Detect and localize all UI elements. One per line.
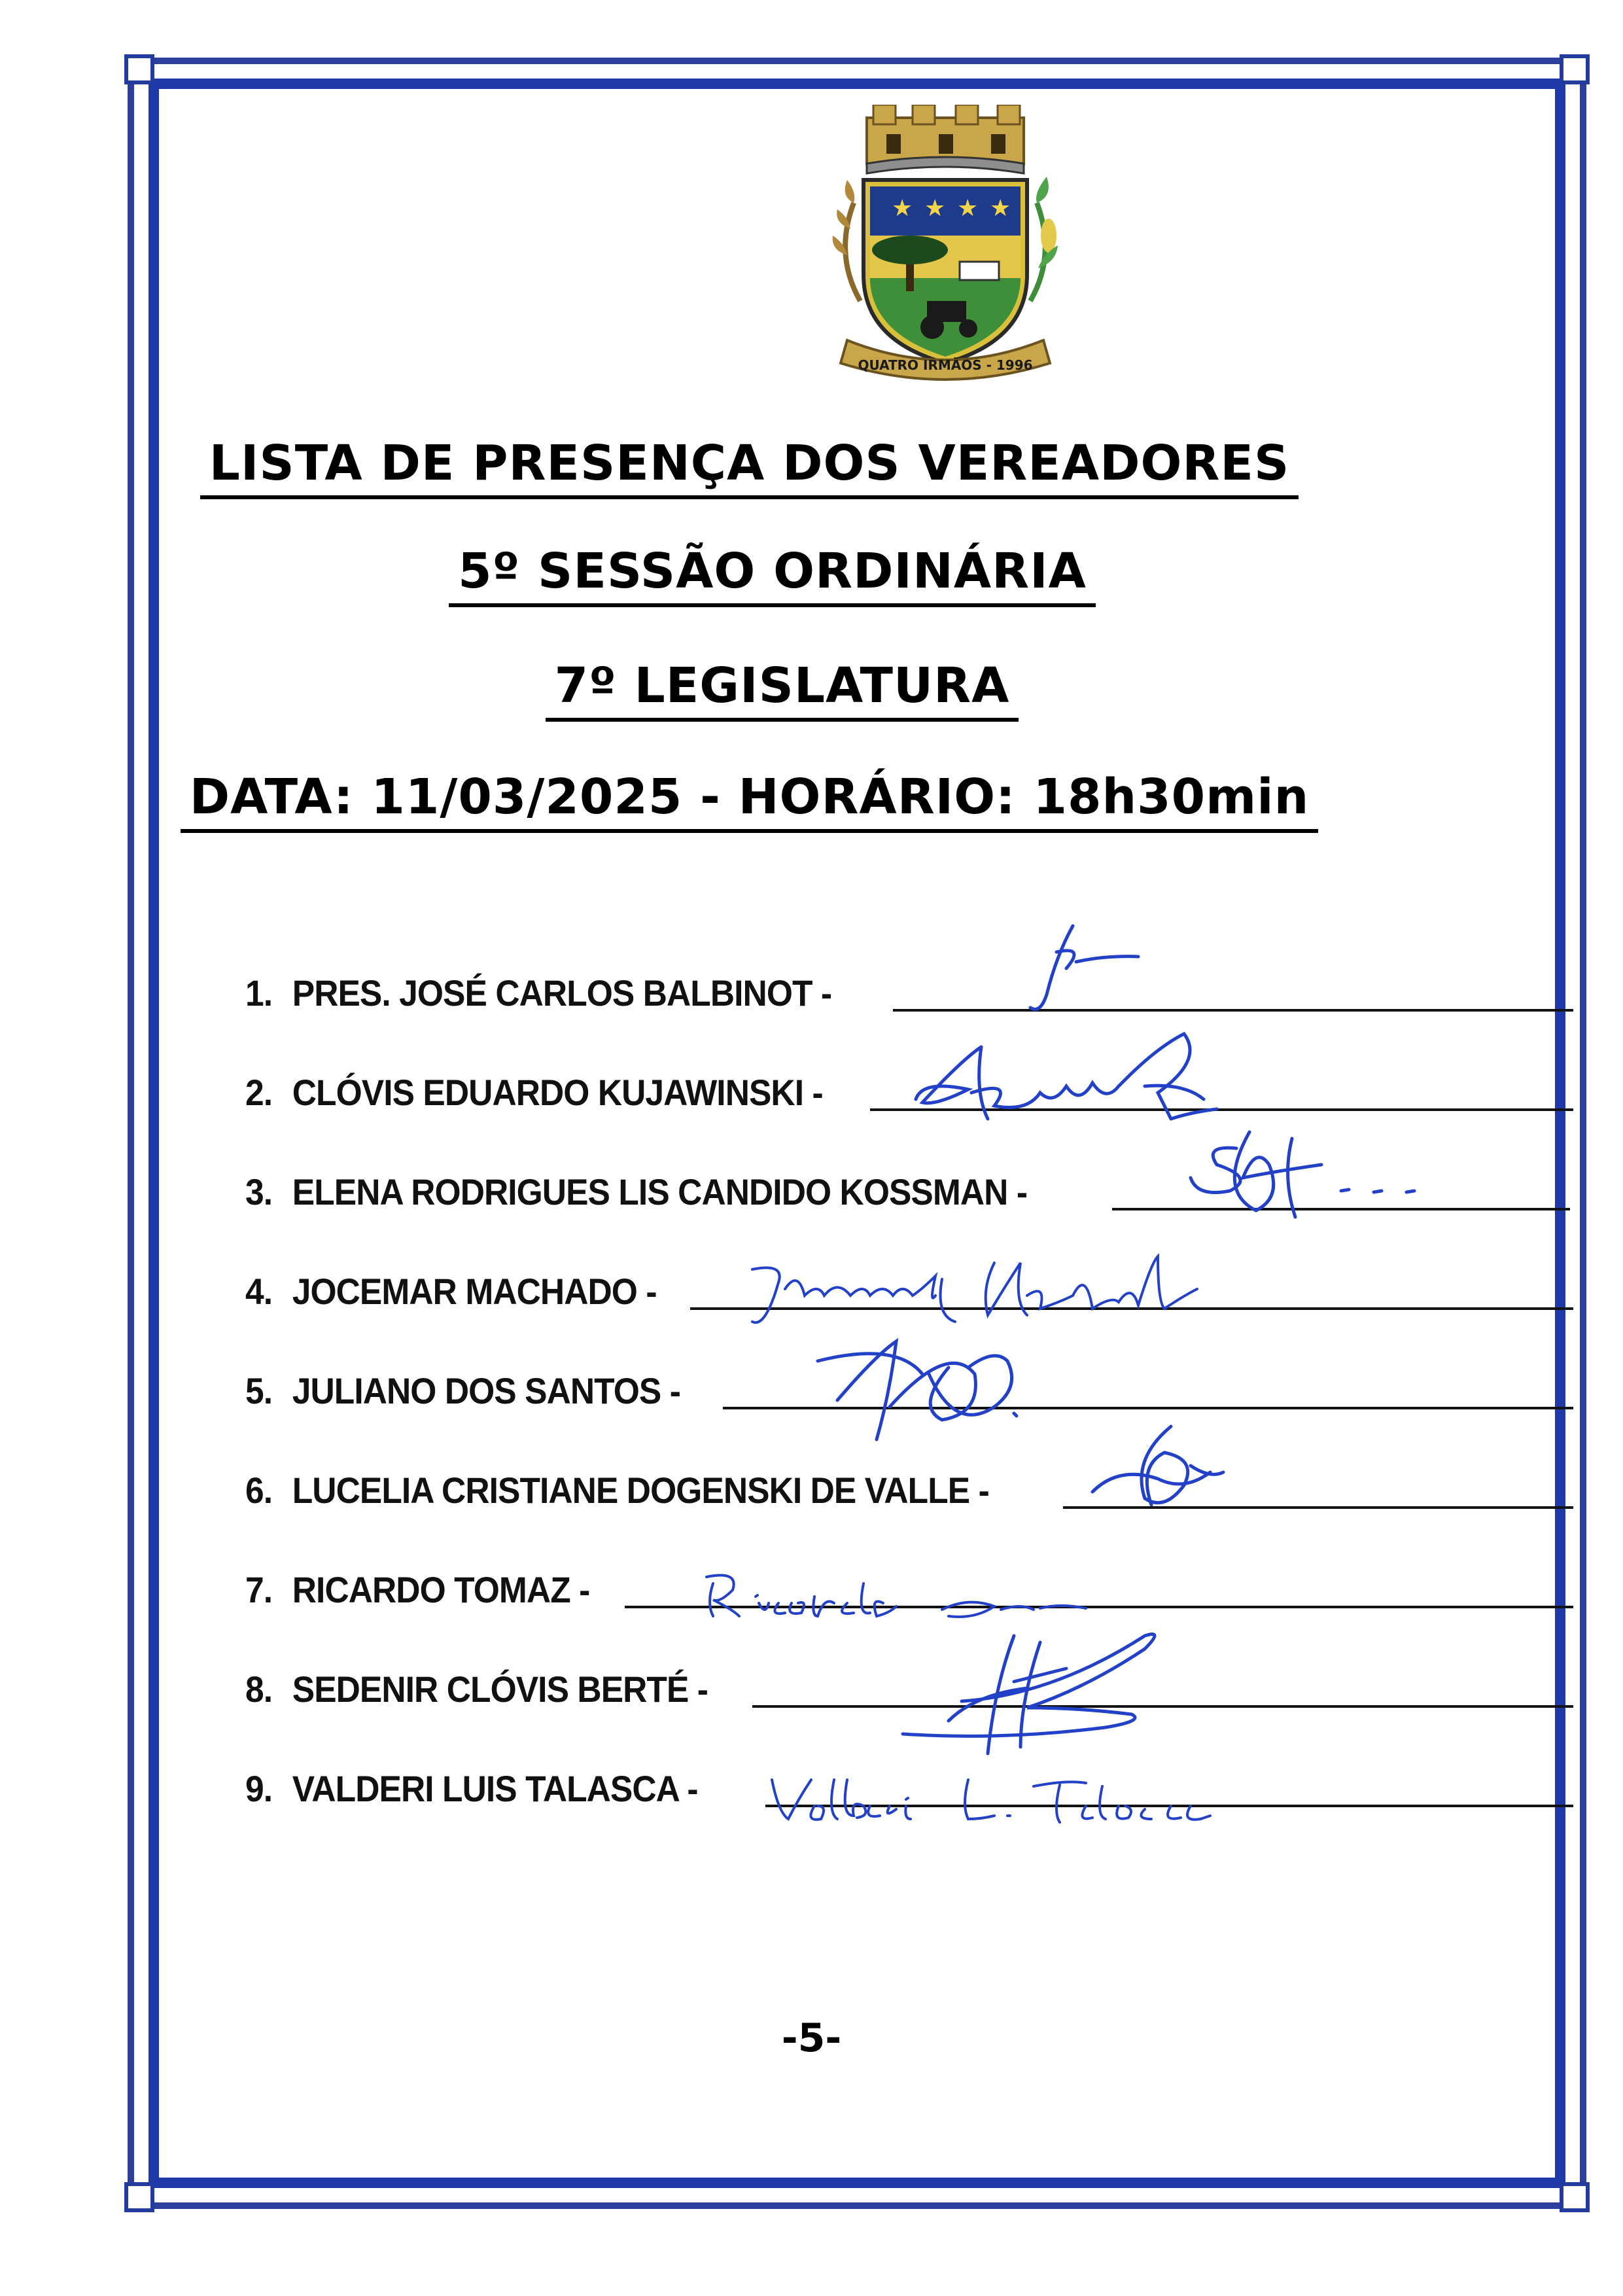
- session-heading: 5º SESSÃO ORDINÁRIA: [0, 543, 1584, 599]
- attendee-number: 4.: [245, 1271, 273, 1312]
- legislature-heading: 7º LEGISLATURA: [0, 658, 1594, 714]
- date-time-heading: DATA: 11/03/2025 - HORÁRIO: 18h30min: [0, 769, 1561, 825]
- attendee-row: [245, 1068, 823, 1114]
- svg-text:★: ★: [892, 195, 913, 222]
- corner-ornament: [124, 54, 154, 84]
- attendee-name: PRES. JOSÉ CARLOS BALBINOT -: [292, 972, 832, 1014]
- attendee-number: 2.: [245, 1072, 273, 1113]
- page-number: -5-: [781, 2015, 842, 2061]
- attendee-name: JULIANO DOS SANTOS -: [292, 1370, 680, 1411]
- attendee-name: CLÓVIS EDUARDO KUJAWINSKI -: [292, 1072, 823, 1113]
- municipal-crest-logo: [808, 105, 1083, 386]
- signature-1: [994, 916, 1164, 1021]
- attendee-row: [245, 1366, 680, 1412]
- attendee-number: 5.: [245, 1370, 273, 1411]
- attendee-number: 9.: [245, 1768, 273, 1809]
- attendee-number: 7.: [245, 1569, 273, 1610]
- signature-3: [1178, 1119, 1452, 1230]
- corner-ornament: [124, 2182, 154, 2212]
- attendee-row: [245, 1466, 989, 1511]
- attendee-row: [245, 1167, 1027, 1213]
- corner-ornament: [1560, 2182, 1590, 2212]
- attendee-number: 6.: [245, 1470, 273, 1511]
- signature-5: [798, 1328, 1047, 1446]
- attendee-row: [245, 1267, 657, 1313]
- svg-text:★: ★: [990, 195, 1011, 222]
- attendee-row: [245, 1665, 708, 1710]
- attendee-number: 1.: [245, 972, 273, 1014]
- signature-7: [693, 1557, 1125, 1629]
- attendee-row: [245, 1764, 698, 1810]
- attendee-number: 3.: [245, 1171, 273, 1212]
- attendee-name: JOCEMAR MACHADO -: [292, 1271, 657, 1312]
- svg-text:★: ★: [957, 195, 979, 222]
- signature-6: [1079, 1413, 1236, 1525]
- attendee-name: VALDERI LUIS TALASCA -: [292, 1768, 698, 1809]
- svg-text:★: ★: [924, 195, 946, 222]
- attendee-name: RICARDO TOMAZ -: [292, 1569, 590, 1610]
- signature-8: [870, 1623, 1184, 1767]
- attendee-number: 8.: [245, 1669, 273, 1710]
- crest-banner-text: QUATRO IRMÃOS - 1996: [858, 357, 1033, 373]
- attendee-row: [245, 968, 831, 1014]
- attendee-name: ELENA RODRIGUES LIS CANDIDO KOSSMAN -: [292, 1171, 1028, 1212]
- signature-4: [739, 1243, 1223, 1341]
- signature-9: [759, 1760, 1243, 1832]
- corner-ornament: [1560, 54, 1590, 84]
- attendee-name: SEDENIR CLÓVIS BERTÉ -: [292, 1669, 708, 1710]
- document-title: LISTA DE PRESENÇA DOS VEREADORES: [0, 435, 1561, 491]
- attendee-name: LUCELIA CRISTIANE DOGENSKI DE VALLE -: [292, 1470, 989, 1511]
- attendee-row: [245, 1565, 589, 1611]
